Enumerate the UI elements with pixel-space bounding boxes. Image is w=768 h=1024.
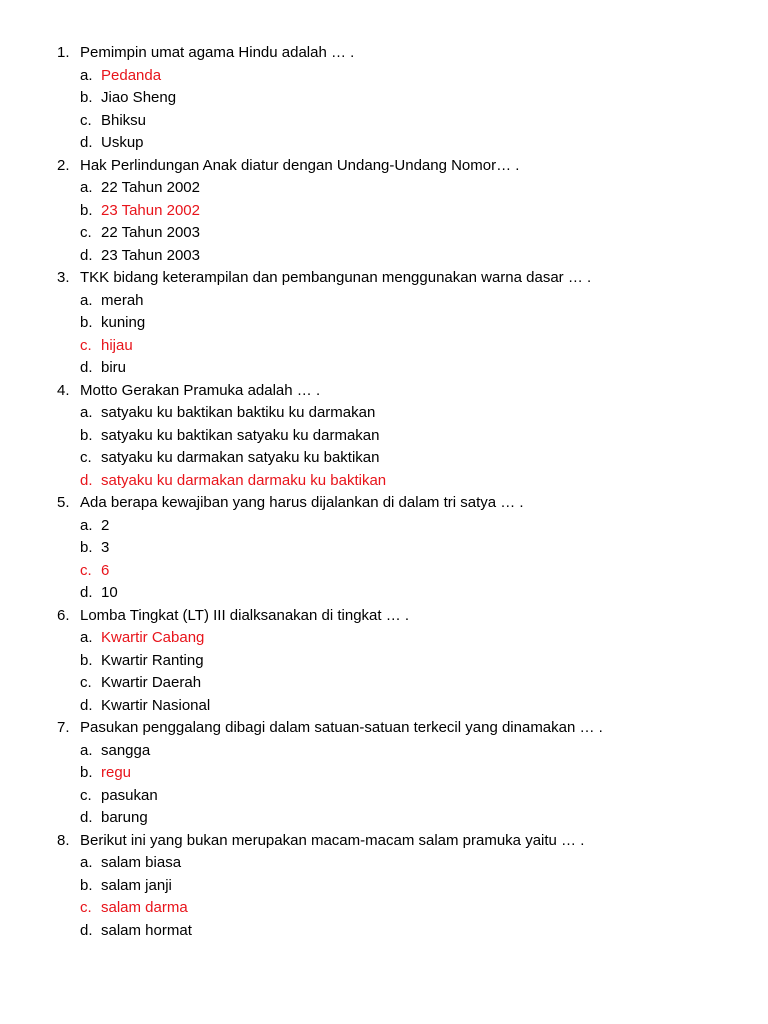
option-letter: c.: [80, 561, 92, 579]
question-3: [0, 267, 768, 290]
option-text: 10: [101, 584, 118, 601]
question-text: Hak Perlindungan Anak diatur dengan Undang-Undang Nomor… .: [80, 156, 520, 174]
option-letter: c.: [80, 786, 92, 804]
option-letter: b.: [80, 876, 93, 894]
option-text: salam janji: [101, 876, 172, 894]
question-8-option-c: [0, 897, 768, 920]
option-letter: b.: [80, 426, 93, 444]
option-letter: b.: [80, 89, 93, 106]
question-4-option-d: [0, 470, 768, 493]
question-2-option-a: [0, 177, 768, 200]
question-8-option-b: [0, 875, 768, 898]
question-7-option-d: [0, 807, 768, 830]
question-4-option-a: [0, 402, 768, 425]
question-number: 6.: [57, 606, 70, 624]
question-4-option-b: [0, 425, 768, 448]
question-number: 3.: [57, 269, 70, 286]
option-letter: c.: [80, 224, 92, 241]
question-number: 7.: [57, 719, 70, 736]
option-text: sangga: [101, 741, 151, 759]
question-2-option-b: [0, 200, 768, 223]
question-text: Berikut ini yang bukan merupakan macam-macam salam pramuka yaitu … .: [80, 831, 585, 849]
question-1-option-a: [0, 65, 768, 88]
option-text-correct: regu: [101, 764, 132, 781]
option-letter: a.: [80, 854, 93, 871]
option-text: salam hormat: [101, 921, 192, 939]
option-text-correct: 23 Tahun 2002: [101, 201, 200, 219]
option-text: Bhiksu: [101, 111, 147, 129]
option-letter: c.: [80, 111, 92, 129]
question-2-option-c: [0, 222, 768, 245]
option-letter: d.: [80, 696, 93, 714]
option-text: 3: [101, 539, 110, 556]
question-8: [0, 830, 768, 853]
question-5-option-d: [0, 582, 768, 605]
option-text: satyaku ku baktikan baktiku ku darmakan: [101, 404, 376, 421]
question-8-option-d: [0, 920, 768, 943]
question-3-option-d: [0, 357, 768, 380]
question-1-option-d: [0, 132, 768, 155]
option-letter: b.: [80, 764, 93, 781]
option-text: 2: [101, 516, 110, 534]
option-letter: a.: [80, 179, 93, 196]
option-letter: a.: [80, 516, 93, 534]
question-7-option-b: [0, 762, 768, 785]
option-letter: a.: [80, 66, 93, 84]
question-6-option-d: [0, 695, 768, 718]
option-letter: c.: [80, 674, 92, 691]
option-text-correct: hijau: [101, 336, 133, 354]
question-4-option-c: [0, 447, 768, 470]
option-text-correct: Pedanda: [101, 66, 162, 84]
option-text: salam biasa: [101, 854, 182, 871]
question-5: [0, 492, 768, 515]
question-text: Pasukan penggalang dibagi dalam satuan-satuan terkecil yang dinamakan … .: [80, 719, 603, 736]
option-letter: d.: [80, 921, 93, 939]
option-letter: b.: [80, 651, 93, 669]
question-number: 5.: [57, 494, 70, 511]
option-letter: c.: [80, 449, 92, 466]
option-letter: b.: [80, 201, 93, 219]
question-1-option-c: [0, 110, 768, 133]
option-text: satyaku ku baktikan satyaku ku darmakan: [101, 426, 380, 444]
question-4: [0, 380, 768, 403]
question-5-option-a: [0, 515, 768, 538]
option-letter: a.: [80, 404, 93, 421]
option-text: 22 Tahun 2002: [101, 179, 200, 196]
question-3-option-c: [0, 335, 768, 358]
question-text: Pemimpin umat agama Hindu adalah … .: [80, 44, 355, 61]
question-text: Lomba Tingkat (LT) III dialksanakan di tingkat … .: [80, 606, 410, 624]
option-letter: c.: [80, 336, 92, 354]
question-3-option-a: [0, 290, 768, 313]
option-text: Jiao Sheng: [101, 89, 177, 106]
option-text: 22 Tahun 2003: [101, 224, 200, 241]
option-text: Kwartir Daerah: [101, 674, 202, 691]
question-number: 1.: [57, 44, 70, 61]
question-7-option-c: [0, 785, 768, 808]
question-7: [0, 717, 768, 740]
question-2: [0, 155, 768, 178]
option-letter: d.: [80, 584, 93, 601]
question-text: Ada berapa kewajiban yang harus dijalankan di dalam tri satya … .: [80, 494, 524, 511]
option-text: pasukan: [101, 786, 158, 804]
question-7-option-a: [0, 740, 768, 763]
option-text-correct: salam darma: [101, 899, 188, 916]
question-3-option-b: [0, 312, 768, 335]
question-6-option-c: [0, 672, 768, 695]
option-text: barung: [101, 809, 148, 826]
question-6-option-b: [0, 650, 768, 673]
question-number: 4.: [57, 381, 70, 399]
question-number: 2.: [57, 156, 70, 174]
option-text-correct: Kwartir Cabang: [101, 629, 205, 646]
question-list: [0, 42, 768, 942]
question-6-option-a: [0, 627, 768, 650]
option-letter: d.: [80, 359, 93, 376]
option-text: satyaku ku darmakan satyaku ku baktikan: [101, 449, 380, 466]
question-6: [0, 605, 768, 628]
question-5-option-b: [0, 537, 768, 560]
option-letter: a.: [80, 741, 93, 759]
option-text: Kwartir Ranting: [101, 651, 204, 669]
option-letter: b.: [80, 539, 93, 556]
question-text: TKK bidang keterampilan dan pembangunan menggunakan warna dasar … .: [80, 269, 592, 286]
option-letter: a.: [80, 629, 93, 646]
option-text: Uskup: [101, 134, 144, 151]
option-text-correct: satyaku ku darmakan darmaku ku baktikan: [101, 471, 387, 489]
option-text: kuning: [101, 314, 146, 331]
option-text: merah: [101, 291, 144, 309]
option-letter: d.: [80, 809, 93, 826]
option-letter: d.: [80, 134, 93, 151]
question-number: 8.: [57, 831, 70, 849]
option-letter: b.: [80, 314, 93, 331]
question-5-option-c: [0, 560, 768, 583]
option-text: Kwartir Nasional: [101, 696, 211, 714]
question-8-option-a: [0, 852, 768, 875]
question-1-option-b: [0, 87, 768, 110]
option-text-correct: 6: [101, 561, 110, 579]
option-letter: c.: [80, 899, 92, 916]
option-text: biru: [101, 359, 127, 376]
question-2-option-d: [0, 245, 768, 268]
option-letter: a.: [80, 291, 93, 309]
option-text: 23 Tahun 2003: [101, 246, 200, 264]
question-1: [0, 42, 768, 65]
question-text: Motto Gerakan Pramuka adalah … .: [80, 381, 321, 399]
option-letter: d.: [80, 246, 93, 264]
option-letter: d.: [80, 471, 93, 489]
